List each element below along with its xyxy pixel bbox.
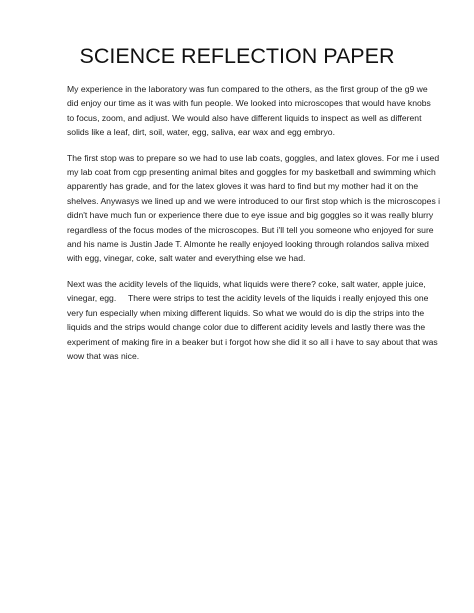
page-title: SCIENCE REFLECTION PAPER [79, 44, 395, 68]
text-line: solids like a leaf, dirt, soil, water, egg, saliva, ear wax and egg embryo. [67, 127, 335, 138]
text-line: apparently has grade, and for the latex gloves it was hard to find but my mother had it on the [67, 181, 419, 192]
document-body [67, 82, 439, 374]
text-line: vinegar, egg. There were strips to test the acidity levels of the liquids i really enjoyed this one [67, 293, 429, 304]
text-line: Next was the acidity levels of the liquids, what liquids were there? coke, salt water, apple juice, [67, 278, 426, 289]
text-line: liquids and the strips would change color due to different acidity levels and lastly there was the [67, 322, 426, 333]
text-line: with egg, vinegar, coke, salt water and everything else we had. [67, 253, 306, 264]
text-line: regardless of the focus modes of the microscopes. But i'll tell you someone who enjoyed for sure [67, 224, 434, 235]
paragraph-3 [67, 277, 439, 363]
paragraph-2 [67, 151, 439, 266]
text-line: and his name is Justin Jade T. Almonte he really enjoyed looking through rolandos saliva mixed [67, 239, 429, 250]
text-line: shelves. Anywasys we lined up and we were introduced to our first stop which is the microscopes i [67, 195, 441, 206]
paragraph-1 [67, 82, 439, 140]
text-line: to focus, zoom, and adjust. We would also have different liquids to inspect as well as different [67, 112, 422, 123]
text-line: didn't have much fun or experience there due to eye issue and big goggles so it was really blurry [67, 210, 434, 221]
text-line: The first stop was to prepare so we had to use lab coats, goggles, and latex gloves. For me i used [67, 152, 440, 163]
text-line: did enjoy our time as it was with fun people. We looked into microscopes that would have knobs [67, 98, 431, 109]
text-line: very fun especially when mixing different liquids. So what we would do is dip the strips into the [67, 307, 425, 318]
text-line: my lab coat from cgp presenting animal bites and goggles for my basketball and swimming which [67, 167, 436, 178]
text-line: wow that was nice. [67, 350, 140, 361]
text-line: experiment of making fire in a beaker but i forgot how she did it so all i have to say about that was [67, 336, 438, 347]
text-line: My experience in the laboratory was fun compared to the others, as the first group of the g9 we [67, 84, 428, 94]
